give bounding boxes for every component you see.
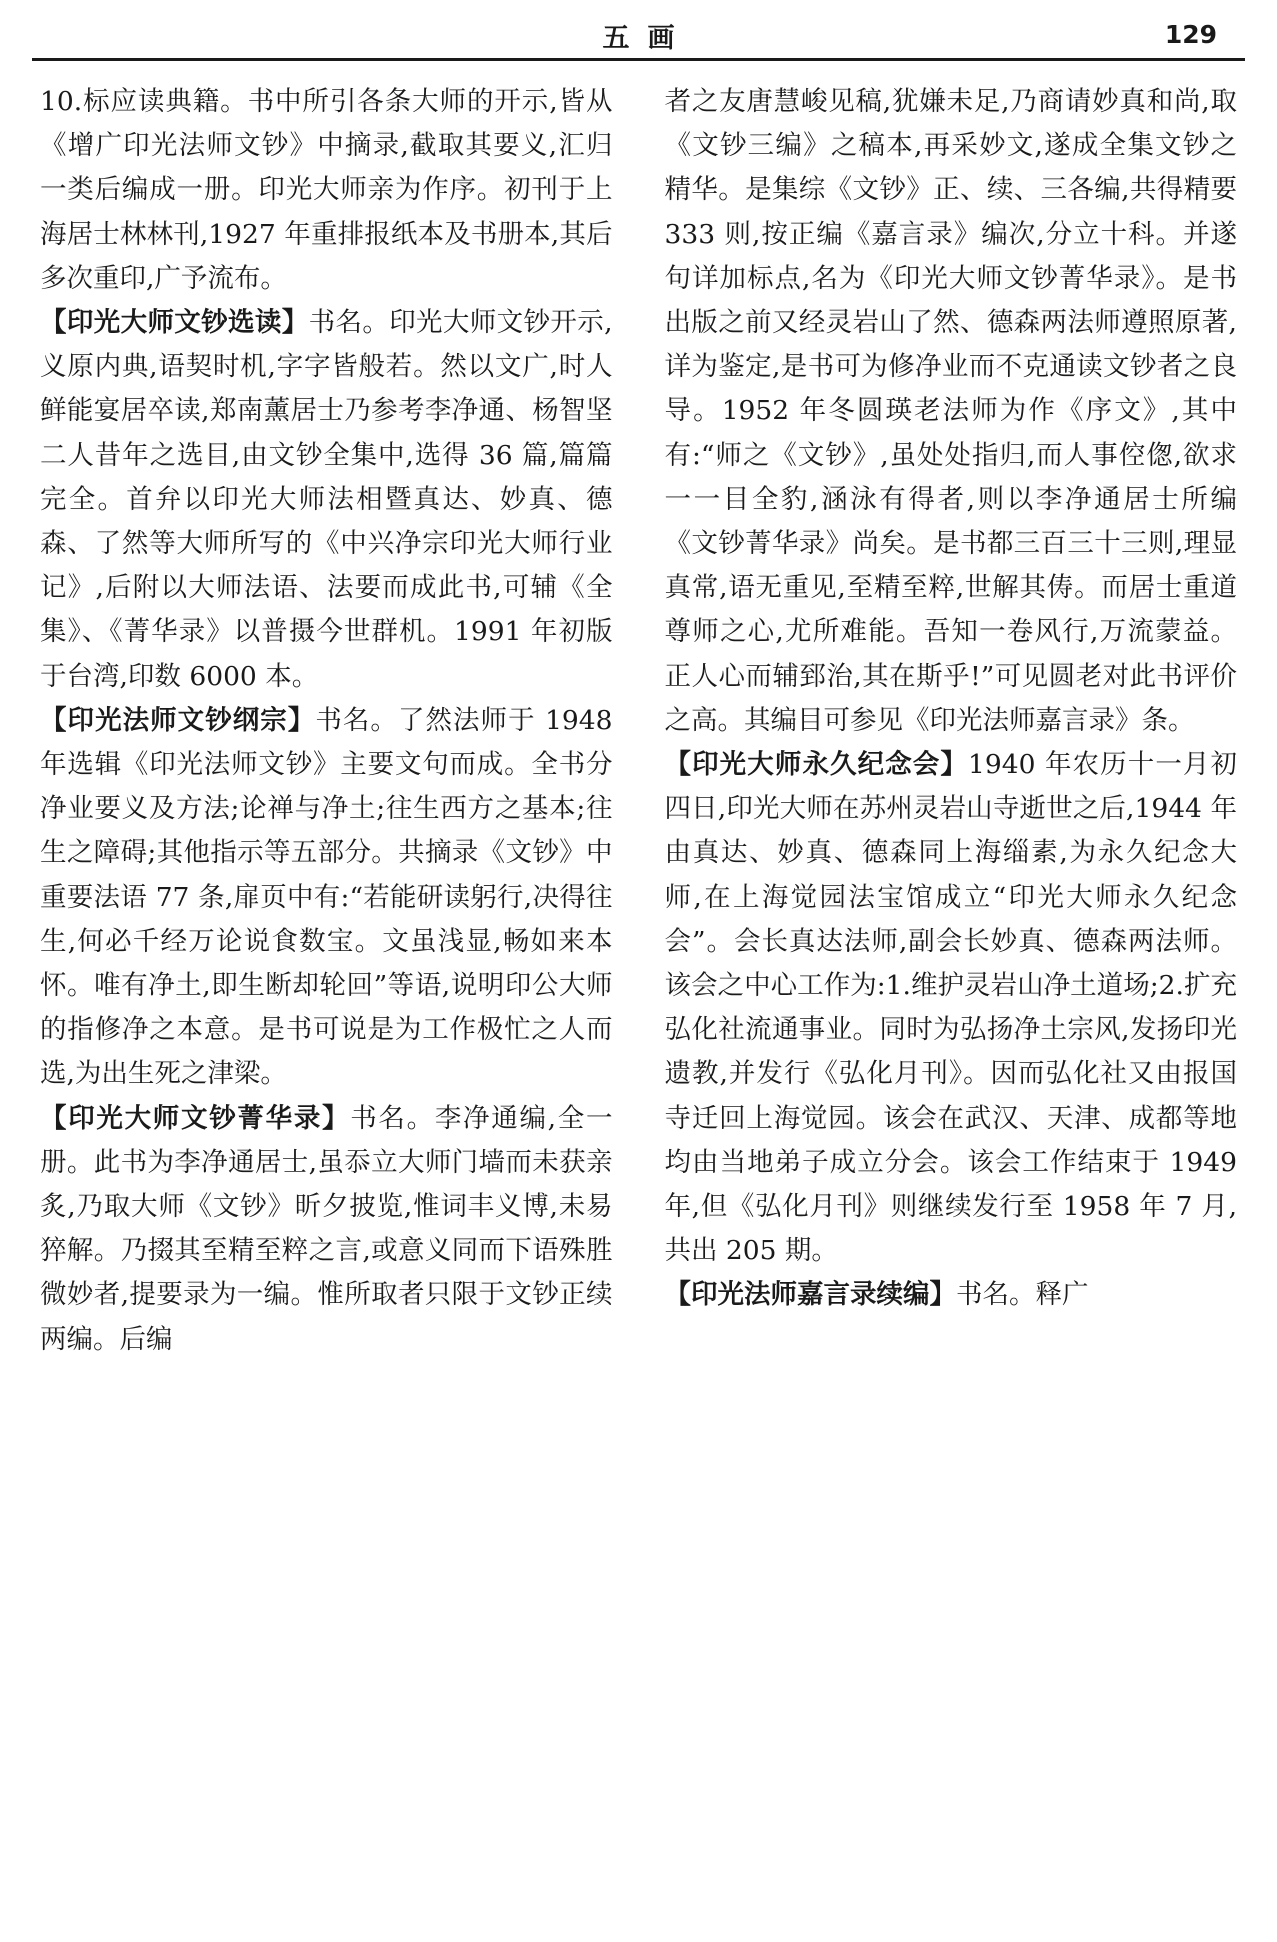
entry-body: 书名。了然法师于 1948 年选辑《印光法师文钞》主要文句而成。全书分净业要义及方法;论禅与净土;往生西方之基本;往生之障碍;其他指示等五部分。共摘录《文钞》中重要法语 77 条,扉页中有:“若能研读躬行,决得往生,何必千经万论说食数宝。文虽浅显,畅如来本怀。唯有净土,即生断却轮回”等语,说明印公大师的指修净之本意。是书可说是为工作极忙之人而选,为出生死之津梁。	[40, 704, 613, 1090]
entry-headword: 【印光法师嘉言录续编】	[664, 1279, 956, 1311]
entry-body: 书名。印光大师文钞开示,义原内典,语契时机,字字皆般若。然以文广,时人鲜能宴居卒读,郑南薰居士乃参考李净通、杨智坚二人昔年之选目,由文钞全集中,选得 36 篇,篇篇完全。首弁以印光大师法相暨真达、妙真、德森、了然等大师所写的《中兴净宗印光大师行业记》,后附以大师法语、法要而成此书,可辅《全集》、《菁华录》以普摄今世群机。1991 年初版于台湾,印数 6000 本。	[40, 307, 613, 692]
right-column	[639, 80, 1238, 1925]
entry-body: 书名。李净通编,全一册。此书为李净通居士,虽忝立大师门墙而未获亲炙,乃取大师《文钞》昕夕披览,惟词丰义博,未易猝解。乃掇其至精至粹之言,或意义同而下语殊胜微妙者,提要录为一编。惟所取者只限于文钞正续两编。后编	[40, 1102, 613, 1355]
entry-headword: 【印光大师文钞选读】	[40, 307, 309, 339]
entry-yinguang-dashi-wenchao-jinghualu	[40, 1097, 613, 1362]
left-column	[40, 80, 639, 1925]
entry-yinguang-fashi-wenchao-gangzong	[40, 699, 613, 1097]
page-header	[40, 14, 1237, 60]
entry-yinguang-fashi-jiayanlu-xubian	[665, 1273, 1238, 1317]
paragraph-continuation: 10.标应读典籍。书中所引各条大师的开示,皆从《增广印光法师文钞》中摘录,截取其要义,汇归一类后编成一册。印光大师亲为作序。初刊于上海居士林林刊,1927 年重排报纸本及书册本,其后多次重印,广予流布。	[40, 86, 613, 294]
entry-headword: 【印光大师永久纪念会】	[664, 749, 968, 781]
entry-yinguang-dashi-yongjiu-jinianhui	[665, 743, 1238, 1273]
page-number: 129	[1164, 20, 1217, 49]
running-title: 五画	[602, 23, 693, 54]
entry-body: 1940 年农历十一月初四日,印光大师在苏州灵岩山寺逝世之后,1944 年由真达、妙真、德森同上海缁素,为永久纪念大师,在上海觉园法宝馆成立“印光大师永久纪念会”。会长真达法师,副会长妙真、德森两法师。该会之中心工作为:1.维护灵岩山净土道场;2.扩充弘化社流通事业。同时为弘扬净土宗风,发扬印光遗教,并发行《弘化月刊》。因而弘化社又由报国寺迁回上海觉园。该会在武汉、天津、成都等地均由当地弟子成立分会。该会工作结束于 1949 年,但《弘化月刊》则继续发行至 1958 年 7 月,共出 205 期。	[664, 749, 1237, 1267]
two-column-body	[40, 80, 1237, 1925]
entry-yinguang-dashi-wenchao-xuandu	[40, 301, 613, 699]
entry-body: 书名。释广	[956, 1279, 1089, 1311]
entry-headword: 【印光法师文钞纲宗】	[40, 704, 316, 736]
header-divider	[32, 58, 1245, 61]
paragraph-continuation: 者之友唐慧峻见稿,犹嫌未足,乃商请妙真和尚,取《文钞三编》之稿本,再采妙文,遂成全集文钞之精华。是集综《文钞》正、续、三各编,共得精要 333 则,按正编《嘉言录》编次,分立十科。并遂句详加标点,名为《印光大师文钞菁华录》。是书出版之前又经灵岩山了然、德森两法师遵照原著,详为鉴定,是书可为修净业而不克通读文钞者之良导。1952 年冬圆瑛老法师为作《序文》,其中有:“师之《文钞》,虽处处指归,而人事倥偬,欲求一一目全豹,涵泳有得者,则以李净通居士所编《文钞菁华录》尚矣。是书都三百三十三则,理显真常,语无重见,至精至粹,世解其俦。而居士重道尊师之心,尤所难能。吾知一卷风行,万流蒙益。正人心而辅郅治,其在斯乎!”可见圆老对此书评价之高。其编目可参见《印光法师嘉言录》条。	[664, 86, 1237, 736]
entry-headword: 【印光大师文钞菁华录】	[40, 1102, 351, 1134]
